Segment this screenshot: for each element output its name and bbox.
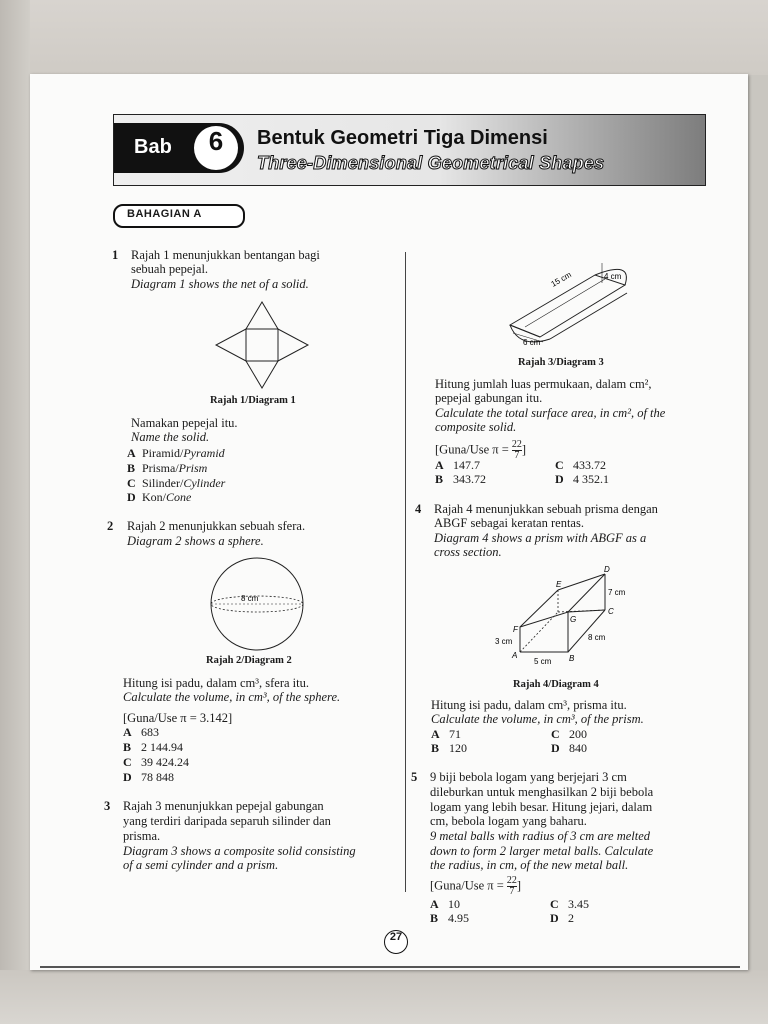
q2-option-d: D 78 848 (123, 770, 174, 784)
q5-text-line2: dileburkan untuk menghasilkan 2 biji bebola (430, 785, 654, 799)
section-label (113, 204, 245, 228)
q3-text-line1: Rajah 3 menunjukkan pepejal gabungan (123, 799, 324, 813)
q5-option-b: B 4.95 (430, 911, 469, 925)
dim-label-5cm: 5 cm (534, 657, 552, 666)
net-triangle-bottom (246, 361, 278, 388)
q1-number: 1 (112, 248, 119, 262)
diagram-4-prism (490, 562, 630, 672)
q4-text-line2: ABGF sebagai keratan rentas. (434, 516, 584, 530)
q2-number: 2 (107, 519, 114, 533)
q3-number: 3 (104, 799, 111, 813)
q3-ask-en2: composite solid. (435, 420, 517, 434)
vertex-C: C (608, 607, 614, 616)
vertex-D: D (604, 565, 610, 574)
chapter-title-ms: Bentuk Geometri Tiga Dimensi (257, 127, 548, 149)
q4-option-d: D 840 (551, 741, 587, 755)
chapter-banner (113, 114, 706, 186)
q5-option-c: C 3.45 (550, 897, 589, 911)
q3-text-en2: of a semi cylinder and a prism. (123, 858, 279, 872)
q1-ask-en: Name the solid. (131, 430, 210, 444)
dim-label-3cm: 3 cm (495, 637, 513, 646)
edge-ED (558, 574, 605, 590)
q3-text-line3: prisma. (123, 829, 161, 843)
q3-option-c: C 433.72 (555, 458, 606, 472)
dim-label-15cm: 15 cm (549, 270, 573, 289)
q1-option-d: D Kon/Cone (127, 490, 192, 504)
dim-label-8cm: 8 cm (588, 633, 606, 642)
vertex-F: F (513, 625, 518, 634)
scan-background-left (0, 0, 30, 1024)
q5-use-pi: [Guna/Use π = $\frac{22}{7}$ ] (430, 875, 522, 897)
q2-ask-ms: Hitung isi padu, dalam cm³, sfera itu. (123, 676, 309, 690)
q2-option-b: B 2 144.94 (123, 740, 183, 754)
chapter-pill (114, 123, 244, 173)
scan-background-top (0, 0, 768, 75)
diagram-3-caption: Rajah 3/Diagram 3 (518, 357, 604, 368)
q1-option-c: C Silinder/Cylinder (127, 476, 226, 490)
q1-text-en: Diagram 1 shows the net of a solid. (131, 277, 309, 291)
q3-option-d: D 4 352.1 (555, 472, 609, 486)
dim-label-7cm: 7 cm (608, 588, 626, 597)
q2-option-a: A 683 (123, 725, 159, 739)
chapter-title-en: Three-Dimensional Geometrical Shapes (257, 153, 605, 173)
q4-option-c: C 200 (551, 727, 587, 741)
sphere-dim-label: 8 cm (241, 594, 259, 603)
q5-text-line3: logam yang lebih besar. Hitung jejari, dalam (430, 800, 653, 814)
net-triangle-right (278, 329, 308, 361)
q5-option-d: D 2 (550, 911, 574, 925)
q3-ask-en1: Calculate the total surface area, in cm², of the (435, 406, 666, 420)
prism-front-face (520, 612, 568, 652)
vertex-G: G (570, 615, 577, 624)
vertex-B: B (569, 654, 575, 663)
dim-line-15 (525, 279, 605, 327)
q3-text-line2: yang terdiri daripada separuh silinder dan (123, 814, 331, 828)
q5-text-line1: 9 biji bebola logam yang berjejari 3 cm (430, 770, 627, 784)
q3-ask-ms1: Hitung jumlah luas permukaan, dalam cm², (435, 377, 652, 391)
q3-ask-ms2: pepejal gabungan itu. (435, 391, 543, 405)
q5-text-en2: down to form 2 larger metal balls. Calculate (430, 844, 654, 858)
section-label-text: BAHAGIAN A (127, 208, 202, 220)
cylinder-bottom-edge (550, 293, 627, 339)
diagram-4-caption: Rajah 4/Diagram 4 (513, 679, 599, 690)
q4-ask-ms: Hitung isi padu, dalam cm³, prisma itu. (431, 698, 627, 712)
q5-number: 5 (411, 770, 418, 784)
q4-text-line1: Rajah 4 menunjukkan sebuah prisma dengan (434, 502, 658, 516)
q4-number: 4 (415, 502, 422, 516)
q3-option-a: A 147.7 (435, 458, 480, 472)
q3-option-b: B 343.72 (435, 472, 486, 486)
q1-ask-ms: Namakan pepejal itu. (131, 416, 238, 430)
edge-GD (568, 574, 605, 612)
q1-text-line2: sebuah pepejal. (131, 262, 209, 276)
net-triangle-left (216, 329, 246, 361)
q5-text-en1: 9 metal balls with radius of 3 cm are melted (430, 829, 651, 843)
diagram-1-net (210, 300, 315, 390)
q2-use-pi: [Guna/Use π = 3.142] (123, 711, 233, 725)
column-divider (405, 252, 406, 892)
page-edge-line (40, 966, 740, 968)
q5-text-en3: the radius, in cm, of the new metal ball. (430, 858, 629, 872)
page-number: 27 (384, 930, 408, 954)
hidden-edge (520, 612, 558, 652)
q3-use-pi: [Guna/Use π = $\frac{22}{7}$ ] (435, 439, 527, 461)
dim-label-4cm: 4 cm (604, 272, 622, 281)
q4-option-a: A 71 (431, 727, 461, 741)
diagram-2-sphere (205, 556, 310, 656)
diagram-2-caption: Rajah 2/Diagram 2 (206, 655, 292, 666)
q2-ask-en: Calculate the volume, in cm³, of the sphere. (123, 690, 341, 704)
q5-option-a: A 10 (430, 897, 460, 911)
q5-text-line4: cm, bebola logam yang baharu. (430, 814, 587, 828)
q1-option-a: A Piramid/Pyramid (127, 446, 225, 460)
q4-option-b: B 120 (431, 741, 467, 755)
q3-text-en1: Diagram 3 shows a composite solid consisting (123, 844, 356, 858)
q2-text-en: Diagram 2 shows a sphere. (127, 534, 264, 548)
q4-text-en1: Diagram 4 shows a prism with ABGF as a (434, 531, 647, 545)
prism-top-face (510, 275, 625, 337)
dim-label-6cm: 6 cm (523, 338, 541, 347)
diagram-1-caption: Rajah 1/Diagram 1 (210, 395, 296, 406)
vertex-E: E (556, 580, 562, 589)
q1-text-line1: Rajah 1 menunjukkan bentangan bagi (131, 248, 320, 262)
q2-option-c: C 39 424.24 (123, 755, 189, 769)
scan-background-bottom (0, 970, 768, 1024)
net-triangle-top (246, 302, 278, 329)
q4-text-en2: cross section. (434, 545, 502, 559)
q4-ask-en: Calculate the volume, in cm³, of the prism. (431, 712, 644, 726)
net-square (246, 329, 278, 361)
q2-text-line1: Rajah 2 menunjukkan sebuah sfera. (127, 519, 306, 533)
q1-option-b: B Prisma/Prism (127, 461, 208, 475)
bab-label: Bab (134, 136, 172, 158)
diagram-3-composite-solid (505, 255, 635, 355)
vertex-A: A (512, 651, 518, 660)
chapter-number: 6 (194, 126, 238, 170)
